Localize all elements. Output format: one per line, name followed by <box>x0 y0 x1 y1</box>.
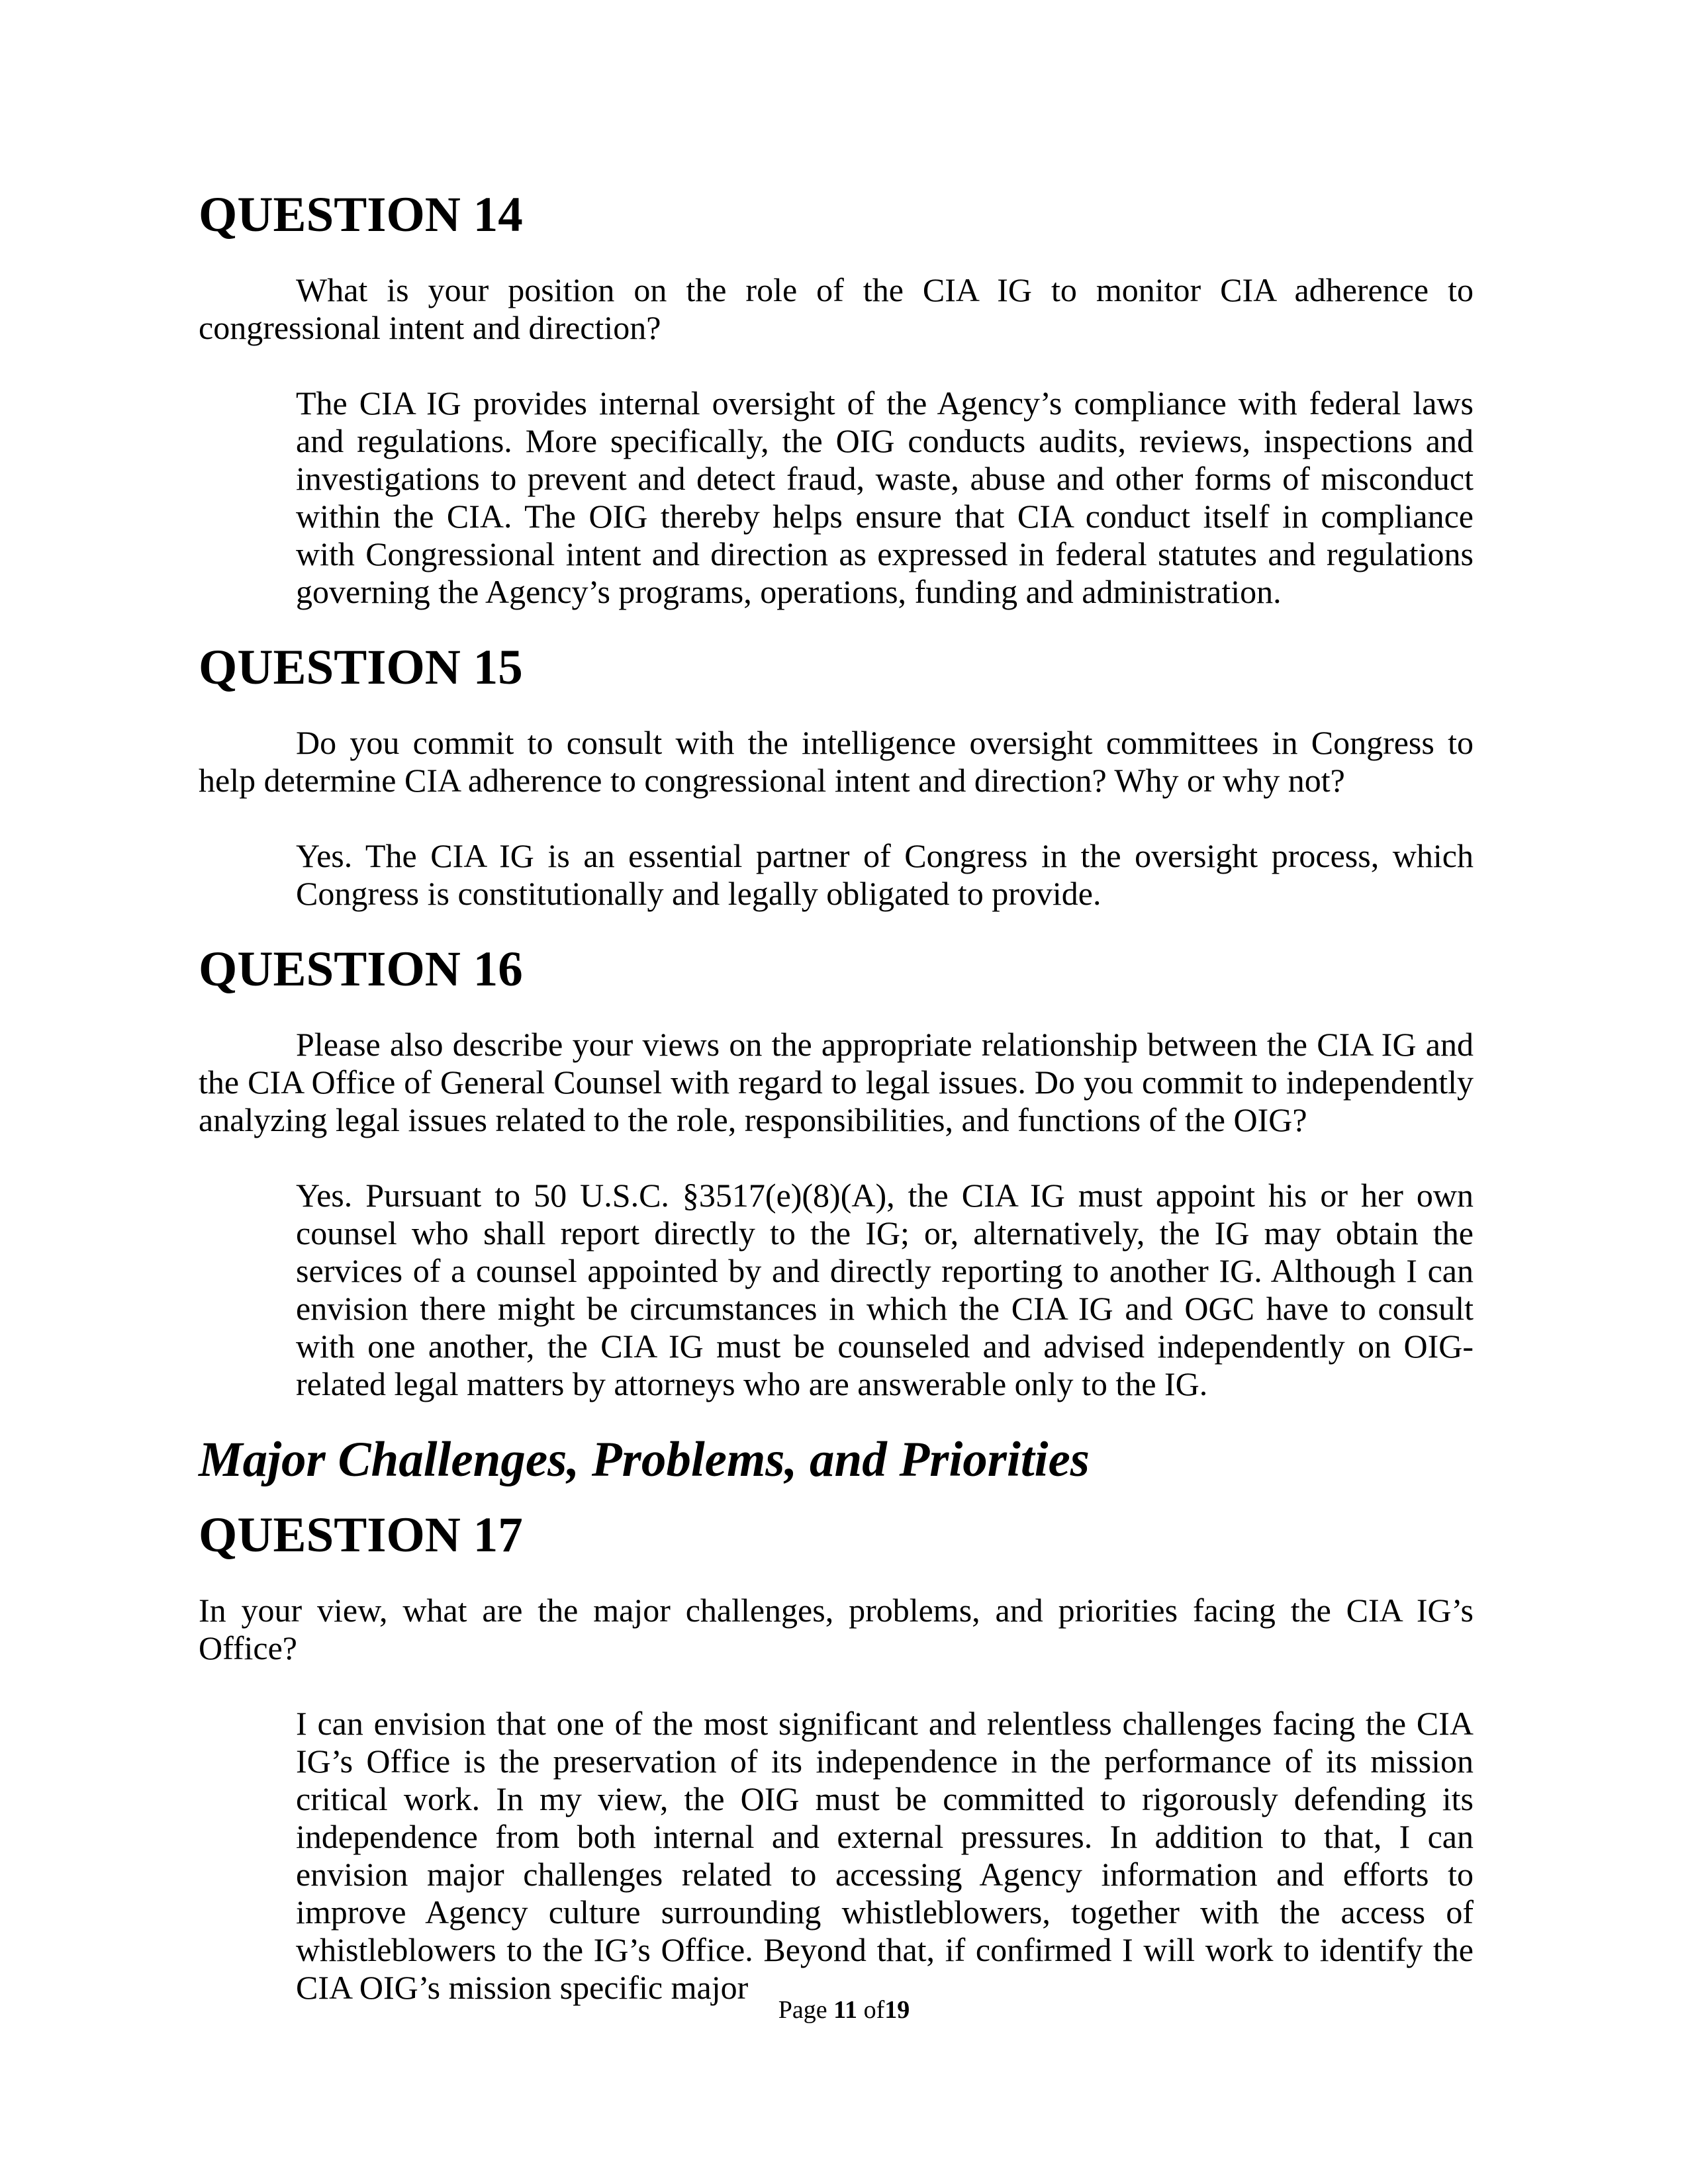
question-heading: QUESTION 17 <box>199 1508 523 1563</box>
answer-text: Yes. Pursuant to 50 U.S.C. §3517(e)(8)(A), the CIA IG must appoint his or her own counsel who shall report directly to the IG; or, alternatively, the IG may obtain the services of a counsel appointed by and directly reporting to another IG. Although I can envision there might be circumstances in which the CIA IG and OGC have to consult with one another, the CIA IG must be counseled and advised independently on OIG-related legal matters by attorneys who are answerable only to the IG. <box>296 1177 1474 1402</box>
answer-text: Yes. The CIA IG is an essential partner of Congress in the oversight process, which Congress is constitutionally and legally obligated to provide. <box>296 837 1474 912</box>
question-text: Please also describe your views on the appropriate relationship between the CIA IG and the CIA Office of General Counsel with regard to legal issues. Do you commit to independently analyzing legal issues related to the role, responsibilities, and functions of the OIG? <box>199 1026 1474 1138</box>
question-text: Do you commit to consult with the intelligence oversight committees in Congress to help determine CIA adherence to congressional intent and direction? Why or why not? <box>199 724 1474 799</box>
answer-text: The CIA IG provides internal oversight of the Agency’s compliance with federal laws and regulations. More specifically, the OIG conducts audits, reviews, inspections and investigations to prevent and detect fraud, waste, abuse and other forms of misconduct within the CIA. The OIG thereby helps ensure that CIA conduct itself in compliance with Congressional intent and direction as expressed in federal statutes and regulations governing the Agency’s programs, operations, funding and administration. <box>296 385 1474 610</box>
question-heading: QUESTION 16 <box>199 942 523 997</box>
document-page <box>199 187 1474 2007</box>
question-text: In your view, what are the major challenges, problems, and priorities facing the CIA IG’s Office? <box>199 1592 1474 1666</box>
question-16-block <box>199 942 1474 1403</box>
section-heading: Major Challenges, Problems, and Priorities <box>199 1432 1090 1487</box>
question-15-block <box>199 640 1474 913</box>
answer-text: I can envision that one of the most significant and relentless challenges facing the CIA IG’s Office is the preservation of its independence in the performance of its mission critical work. In my view, the OIG must be committed to rigorously defending its independence from both internal and external pressures. In addition to that, I can envision major challenges related to accessing Agency information and efforts to improve Agency culture surrounding whistleblowers, together with the access of whistleblowers to the IG’s Office. Beyond that, if confirmed I will work to identify the CIA OIG’s mission specific major <box>296 1705 1474 2006</box>
question-17-block <box>199 1508 1474 2007</box>
current-page-number: 11 <box>833 1996 858 2024</box>
question-heading: QUESTION 15 <box>199 640 523 695</box>
question-14-block <box>199 187 1474 611</box>
page-footer <box>0 1995 1688 2025</box>
total-pages-number: 19 <box>884 1996 910 2024</box>
question-text: What is your position on the role of the CIA IG to monitor CIA adherence to congressional intent and direction? <box>199 271 1474 346</box>
question-heading: QUESTION 14 <box>199 187 523 242</box>
of-label: of <box>863 1996 885 2024</box>
page-label: Page <box>778 1996 827 2024</box>
